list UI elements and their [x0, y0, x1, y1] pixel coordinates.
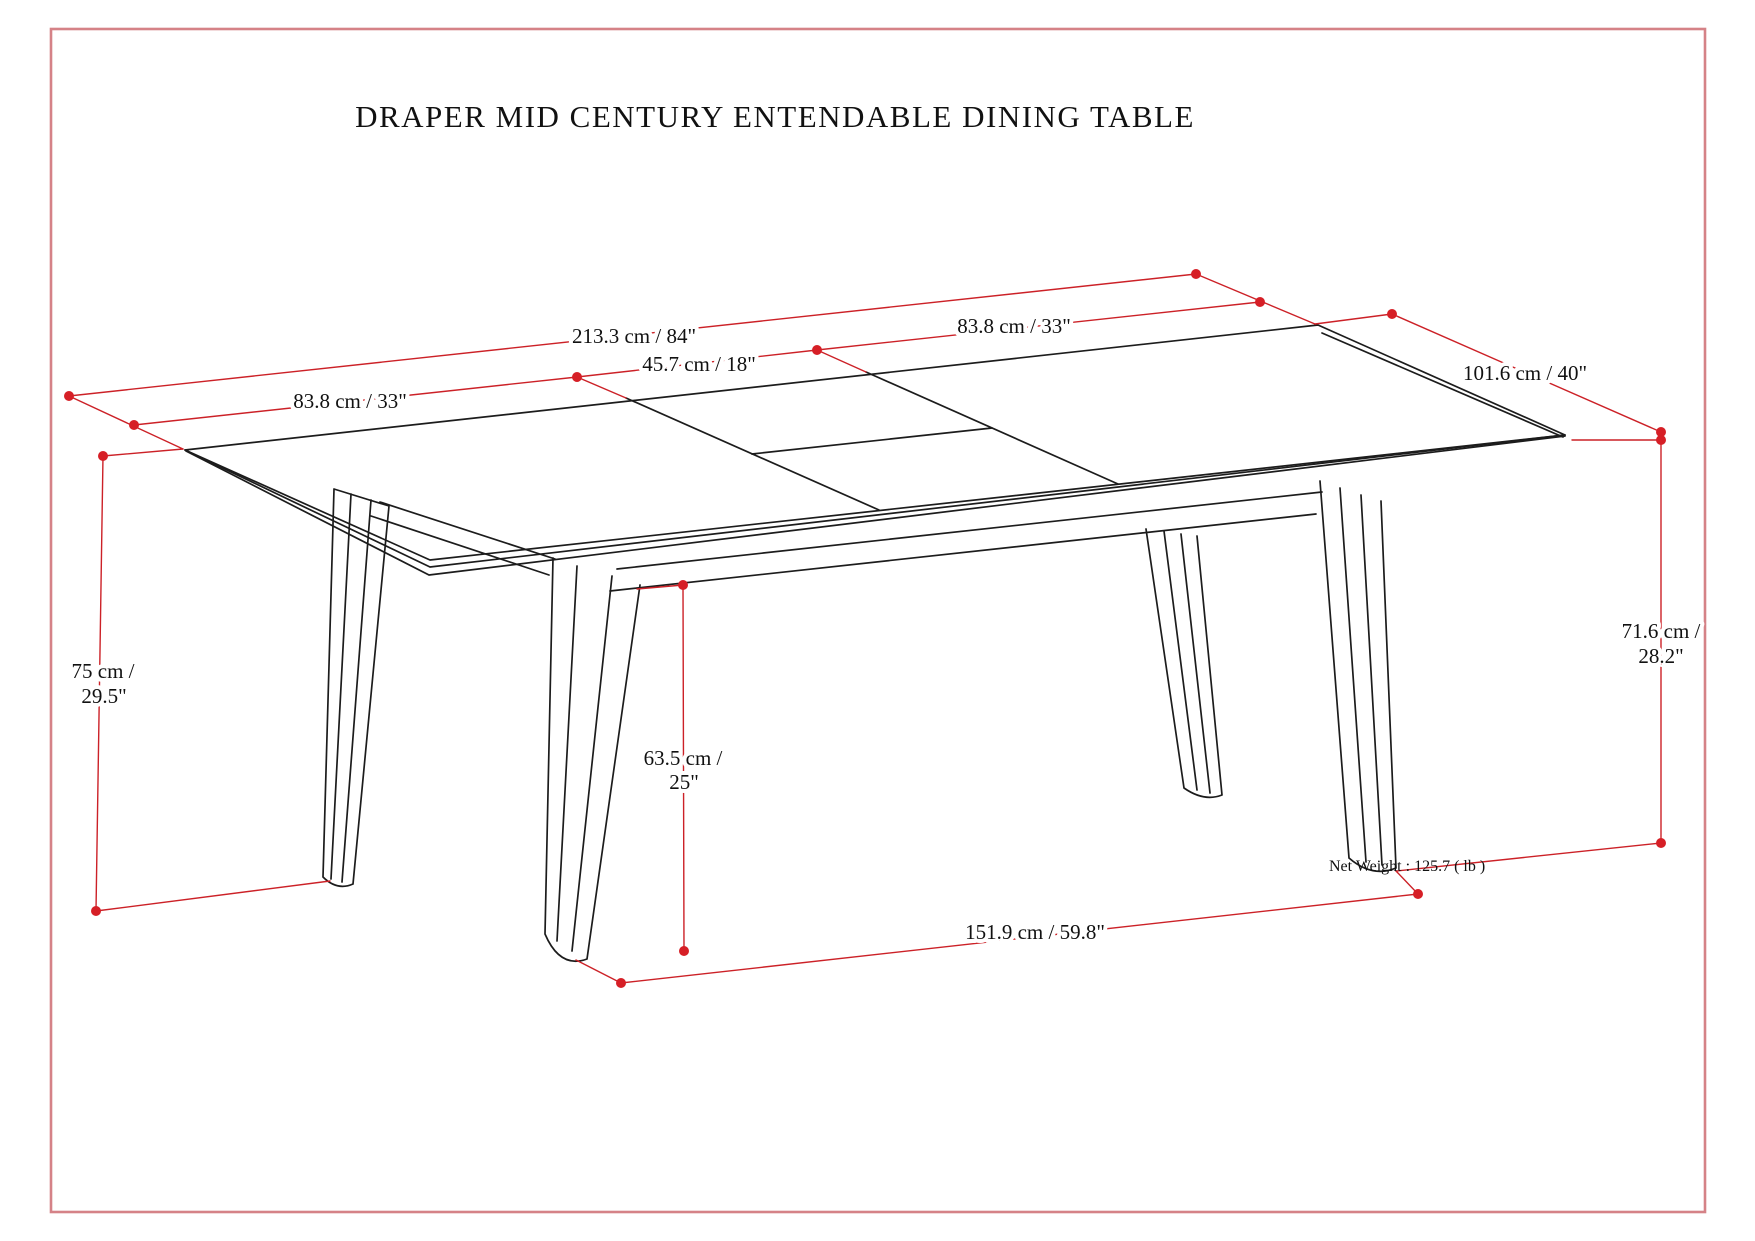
ext-line-height-bottom [96, 881, 330, 911]
dim-label-left-section: 83.8 cm / 33" [293, 389, 407, 413]
dimension-point [812, 345, 822, 355]
ext-line-seam-right [817, 350, 866, 372]
tabletop-right-edge [1322, 333, 1563, 437]
tabletop-bevel-upper [185, 435, 1565, 567]
leg-front-right [1320, 481, 1396, 871]
dimension-lines [69, 274, 1661, 983]
dimension-point [1191, 269, 1201, 279]
dimension-point [1656, 838, 1666, 848]
leaf-midline [752, 428, 992, 454]
dimension-point [1413, 889, 1423, 899]
ext-line-leg-span-left [576, 960, 621, 983]
dimension-point [616, 978, 626, 988]
dimension-point [91, 906, 101, 916]
leg-front-left [545, 558, 640, 961]
ext-line-seam-left [577, 377, 626, 398]
dim-label-table-width: 101.6 cm / 40" [1462, 361, 1588, 385]
dim-label-leaf-width: 45.7 cm / 18" [642, 352, 756, 376]
apron-left [371, 502, 555, 575]
dim-label-leg-span: 151.9 cm / 59.8" [965, 920, 1105, 944]
dimension-point [572, 372, 582, 382]
dim-label-height-in: 29.5" [81, 684, 127, 708]
dimension-point [64, 391, 74, 401]
dimension-point [1387, 309, 1397, 319]
dimension-point [679, 946, 689, 956]
dim-label-right-section: 83.8 cm / 33" [957, 314, 1071, 338]
dim-label-total-length: 213.3 cm / 84" [571, 324, 697, 348]
dim-label-clearance-cm: 63.5 cm / [643, 746, 723, 770]
dim-label-clearance-in: 25" [669, 770, 699, 794]
dimension-point [129, 420, 139, 430]
dimension-point [1656, 435, 1666, 445]
tabletop-surface [185, 325, 1565, 560]
dim-label-top-height-in: 28.2" [1638, 644, 1684, 668]
ext-line-height-top [103, 449, 183, 456]
dim-label-height-cm: 75 cm / [71, 659, 135, 683]
dimension-point [678, 580, 688, 590]
apron-front [610, 492, 1322, 591]
ext-line-left-corner [69, 396, 183, 449]
dimension-point [98, 451, 108, 461]
ext-line-width-start [1315, 314, 1392, 324]
leg-back-right [1146, 529, 1222, 797]
dim-label-top-height-cm: 71.6 cm / [1621, 619, 1701, 643]
page-title: DRAPER MID CENTURY ENTENDABLE DINING TABLE [355, 99, 1195, 134]
net-weight-label: Net Weight : 125.7 ( lb ) [1329, 858, 1486, 875]
dimension-point [1255, 297, 1265, 307]
ext-line-back-corner [1196, 274, 1315, 324]
page-border [51, 29, 1705, 1212]
